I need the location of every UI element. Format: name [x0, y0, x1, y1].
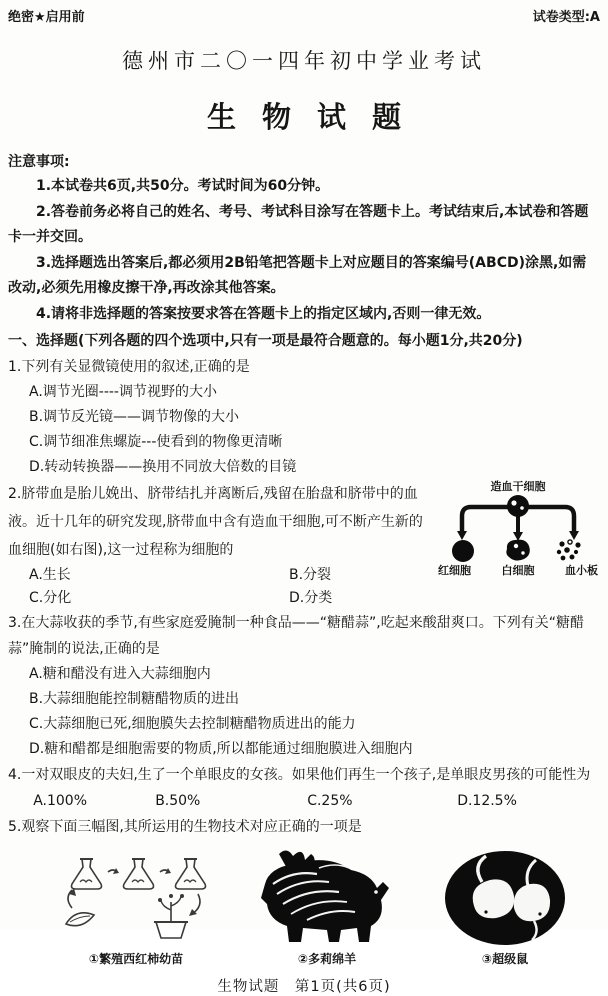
question-4 — [8, 762, 600, 814]
q5-caption-3: ③超级鼠 — [481, 952, 529, 966]
page-footer: 生物试题 第1页(共6页) — [217, 979, 391, 995]
q5-figures-row — [8, 840, 600, 967]
q1-option-d: D.转动转换器——换用不同放大倍数的目镜 — [29, 459, 297, 475]
dolly-sheep-photo — [259, 844, 395, 948]
notice-heading: 注意事项: — [8, 154, 70, 170]
stem-cell-icon — [507, 495, 529, 517]
q5-figure-dolly-sheep — [259, 844, 395, 967]
white-cell-label: 白细胞 — [501, 564, 535, 577]
notice-item-4: 4.请将非选择题的答案按要求答在答题卡上的指定区域内,否则一律无效。 — [36, 305, 491, 322]
q1-options — [8, 380, 600, 480]
subject-title: 生物试题 — [206, 100, 427, 134]
q5-caption-1: ①繁殖西红柿幼苗 — [88, 952, 184, 966]
q5-figure-super-mouse — [442, 848, 568, 967]
notice-item-2: 2.答卷前务必将自己的姓名、考号、考试科目涂写在答题卡上。考试结束后,本试卷和答题卡一并交回。 — [8, 203, 589, 245]
cell-type-labels — [436, 562, 600, 578]
classification-label: 绝密★启用前 — [8, 10, 85, 25]
q5-caption-2: ②多莉绵羊 — [297, 952, 357, 966]
q2-options-row-2 — [8, 587, 600, 610]
stem-cell-differentiation-graphic — [436, 494, 600, 562]
question-2 — [8, 480, 600, 610]
q1-option-b: B.调节反光镜——调节物像的大小 — [29, 409, 240, 425]
notice-item-1: 1.本试卷共6页,共50分。考试时间为60分钟。 — [36, 178, 330, 194]
q2-option-d: D.分类 — [289, 590, 333, 606]
q4-option-d: D.12.5% — [457, 793, 517, 809]
potted-plantlet-icon — [154, 894, 200, 938]
tissue-culture-flasks-icon — [60, 852, 212, 948]
platelet-label: 血小板 — [565, 564, 598, 577]
q2-option-b: B.分裂 — [289, 567, 332, 583]
q3-option-b: B.大蒜细胞能控制糖醋物质的进出 — [29, 691, 240, 707]
section-1-heading: 一、选择题(下列各题的四个选项中,只有一项是最符合题意的。每小题1分,共20分) — [8, 333, 523, 349]
q4-option-c: C.25% — [307, 793, 353, 809]
q2-option-a: A.生长 — [29, 567, 71, 583]
q4-options-row — [8, 788, 600, 814]
paper-type-label: 试卷类型:A — [532, 10, 600, 25]
q1-option-a: A.调节光圈----调节视野的大小 — [29, 384, 217, 400]
hematopoietic-stem-cell-label: 造血干细胞 — [490, 480, 546, 493]
platelet-icon — [557, 540, 581, 561]
question-1 — [8, 354, 600, 480]
exam-title: 德州市二〇一四年初中学业考试 — [122, 49, 486, 73]
super-mouse-photo — [442, 848, 568, 948]
q2-option-c: C.分化 — [29, 590, 72, 606]
q4-option-a: A.100% — [33, 793, 87, 809]
leaf-explant-icon — [66, 888, 94, 926]
q5-figure-tissue-culture — [60, 852, 212, 967]
q5-stem: 5.观察下面三幅图,其所运用的生物技术对应正确的一项是 — [8, 819, 362, 835]
q2-stem-cell-diagram — [436, 480, 600, 578]
red-cell-icon — [452, 540, 474, 562]
notice-item-3: 3.选择题选出答案后,都必须用2B铅笔把答题卡上对应题目的答案编号(ABCD)涂黑,如需改动,必须先用橡皮擦干净,再改涂其他答案。 — [8, 254, 587, 296]
notice-block — [8, 150, 600, 327]
q4-stem: 4.一对双眼皮的夫妇,生了一个单眼皮的女孩。如果他们再生一个孩子,是单眼皮男孩的可能性为 — [8, 767, 591, 783]
question-3 — [8, 610, 600, 762]
q1-stem: 1.下列有关显微镜使用的叙述,正确的是 — [8, 359, 250, 375]
q2-stem: 2.脐带血是胎儿娩出、脐带结扎并离断后,残留在胎盘和脐带中的血液。近十几年的研究发现,脐带血中含有造血干细胞,可不断产生新的血细胞(如右图),这一过程称为细胞的 — [8, 486, 423, 558]
page-header — [8, 6, 600, 25]
red-cell-label: 红细胞 — [438, 564, 471, 577]
q4-option-b: B.50% — [155, 793, 201, 809]
q3-stem: 3.在大蒜收获的季节,有些家庭爱腌制一种食品——“糖醋蒜”,吃起来酸甜爽口。下列有关“糖醋蒜”腌制的说法,正确的是 — [8, 615, 585, 657]
q3-options — [8, 662, 600, 762]
q3-option-a: A.糖和醋没有进入大蒜细胞内 — [29, 666, 211, 682]
q3-option-c: C.大蒜细胞已死,细胞膜失去控制糖醋物质进出的能力 — [29, 716, 356, 732]
q3-option-d: D.糖和醋都是细胞需要的物质,所以都能通过细胞膜进入细胞内 — [29, 741, 413, 757]
white-cell-icon — [506, 540, 529, 561]
question-5 — [8, 814, 600, 967]
q1-option-c: C.调节细准焦螺旋---使看到的物像更清晰 — [29, 434, 283, 450]
